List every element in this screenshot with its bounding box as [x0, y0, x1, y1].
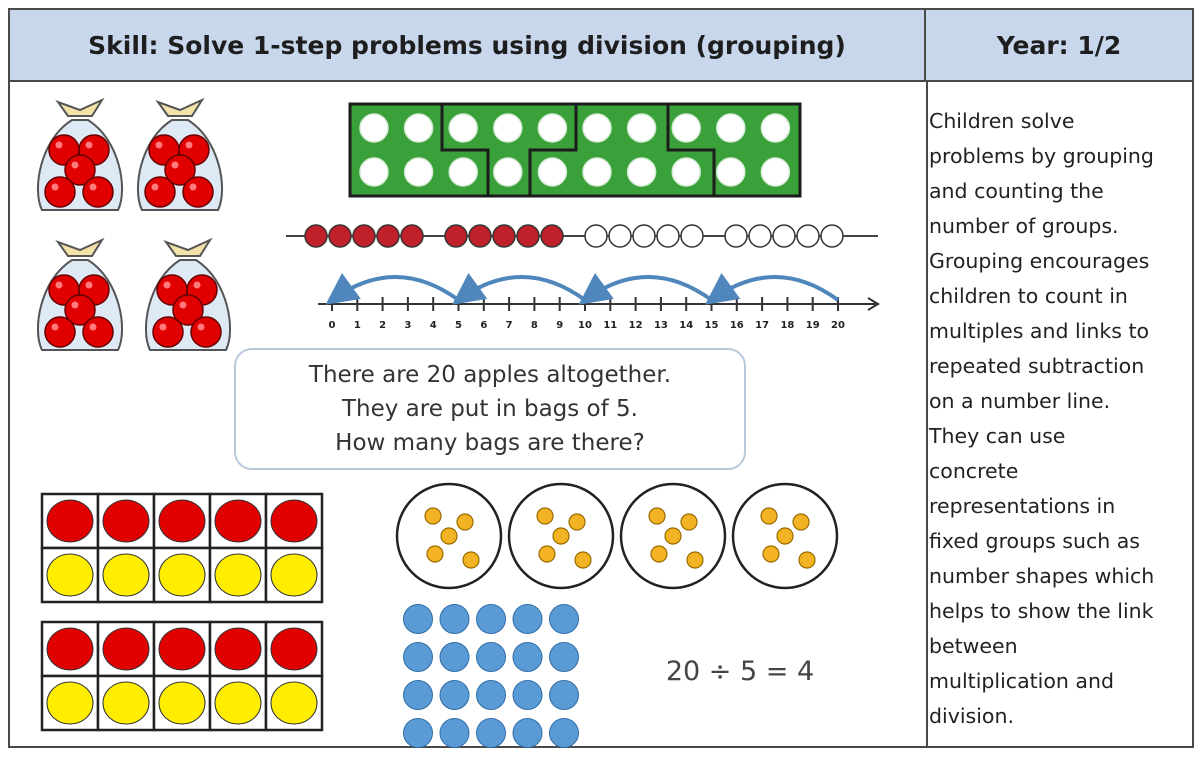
apple-shine	[190, 184, 197, 191]
description-line: division.	[929, 704, 1014, 728]
number-line-label: 6	[480, 320, 488, 331]
orange-dot	[793, 514, 809, 530]
red-counter	[271, 500, 317, 542]
number-line-label: 17	[755, 320, 770, 331]
white-bead	[657, 225, 679, 247]
description-line: They can use	[929, 424, 1066, 448]
description-line: number shapes which	[929, 564, 1155, 588]
yellow-counter	[47, 682, 93, 724]
apple-shine	[90, 324, 97, 331]
number-line-label: 15	[704, 320, 719, 331]
apple-shine	[186, 142, 193, 149]
apple-shine	[72, 162, 79, 169]
description-line: on a number line.	[929, 389, 1111, 413]
orange-dot	[427, 546, 443, 562]
blue-dot	[440, 643, 469, 672]
blue-dot	[440, 605, 469, 634]
number-line	[318, 277, 878, 331]
description-line: fixed groups such as	[929, 529, 1140, 553]
bead-string	[286, 225, 878, 247]
yellow-counter	[103, 682, 149, 724]
apple	[153, 317, 183, 347]
number-shape-dot	[717, 158, 745, 186]
dot-circle	[733, 484, 837, 588]
orange-dot	[649, 508, 665, 524]
yellow-counter	[103, 554, 149, 596]
orange-dot	[425, 508, 441, 524]
dot-circle	[509, 484, 613, 588]
number-line-label: 1	[353, 320, 361, 331]
bag-tie	[166, 240, 210, 256]
division-equation: 20 ÷ 5 = 4	[665, 656, 815, 687]
apple	[191, 317, 221, 347]
number-line-label: 5	[455, 320, 462, 331]
number-shape-dot	[405, 114, 433, 142]
red-bead	[469, 225, 491, 247]
apple	[183, 177, 213, 207]
white-bead	[609, 225, 631, 247]
number-line-label: 7	[505, 320, 513, 331]
red-counter	[103, 628, 149, 670]
apple-bag-icon	[146, 240, 230, 350]
white-bead	[633, 225, 655, 247]
word-problem	[234, 348, 746, 470]
orange-dot	[569, 514, 585, 530]
apple-bag-icon	[38, 240, 122, 350]
yellow-counter	[271, 554, 317, 596]
apple-shine	[86, 282, 93, 289]
blue-dot	[404, 643, 433, 672]
number-line-label: 2	[379, 320, 387, 331]
white-bead	[725, 225, 747, 247]
dot-circle	[621, 484, 725, 588]
apple-shine	[56, 142, 63, 149]
white-bead	[773, 225, 795, 247]
number-line-label: 16	[729, 320, 744, 331]
blue-dot	[404, 681, 433, 710]
orange-dot	[763, 546, 779, 562]
white-bead	[821, 225, 843, 247]
number-line-label: 4	[429, 320, 437, 331]
tens-frames	[42, 494, 322, 730]
apple-shine	[160, 324, 167, 331]
number-shape-dot	[449, 158, 477, 186]
red-bead	[353, 225, 375, 247]
blue-dot	[477, 605, 506, 634]
year-label: Year: 1/2	[926, 10, 1192, 82]
red-bead	[541, 225, 563, 247]
dot-circle	[397, 484, 501, 588]
red-bead	[377, 225, 399, 247]
yellow-counter	[215, 682, 261, 724]
number-shape-dot	[628, 114, 656, 142]
orange-dot	[799, 552, 815, 568]
orange-dot	[441, 528, 457, 544]
apple-bag-icon	[38, 100, 122, 210]
apple-shine	[156, 142, 163, 149]
number-line-label: 3	[404, 320, 412, 331]
description-line: problems by grouping	[929, 144, 1154, 168]
skill-title: Skill: Solve 1-step problems using division (grouping)	[10, 10, 926, 82]
red-bead	[445, 225, 467, 247]
orange-dot	[681, 514, 697, 530]
red-bead	[305, 225, 327, 247]
tens-frame	[42, 622, 322, 730]
description-line: number of groups.	[929, 214, 1119, 238]
blue-dot	[477, 681, 506, 710]
apple-shine	[52, 184, 59, 191]
apple-shine	[180, 302, 187, 309]
blue-dot	[550, 605, 579, 634]
white-bead	[681, 225, 703, 247]
jump-arrow-icon	[332, 277, 459, 300]
number-shape-dot	[761, 114, 789, 142]
number-shape-dot	[717, 114, 745, 142]
description-line: children to count in	[929, 284, 1128, 308]
red-bead	[329, 225, 351, 247]
apple	[45, 177, 75, 207]
description-line: Grouping encourages	[929, 249, 1150, 273]
dot-array	[404, 605, 579, 748]
orange-dot	[777, 528, 793, 544]
description-line: multiplication and	[929, 669, 1114, 693]
description-line: between	[929, 634, 1018, 658]
number-line-label: 20	[831, 320, 845, 331]
number-shape-dot	[672, 158, 700, 186]
white-bead	[749, 225, 771, 247]
number-shape-dot	[583, 158, 611, 186]
orange-dot	[761, 508, 777, 524]
apple-shine	[56, 282, 63, 289]
question-line: There are 20 apples altogether.	[308, 362, 672, 388]
white-bead	[797, 225, 819, 247]
bag-tie	[158, 100, 202, 116]
tens-frame	[42, 494, 322, 602]
description-line: representations in	[929, 494, 1116, 518]
number-shape-dot	[360, 158, 388, 186]
red-counter	[159, 500, 205, 542]
jump-arrow-icon	[459, 277, 586, 300]
number-shape-dot	[761, 158, 789, 186]
number-shape-dot	[494, 114, 522, 142]
question-line: They are put in bags of 5.	[341, 396, 638, 422]
number-line-label: 8	[530, 320, 538, 331]
blue-dot	[404, 605, 433, 634]
yellow-counter	[159, 682, 205, 724]
apple-bags	[38, 100, 230, 350]
number-shape-dot	[360, 114, 388, 142]
number-line-label: 18	[780, 320, 795, 331]
white-bead	[585, 225, 607, 247]
question-line: How many bags are there?	[335, 430, 645, 456]
description-line: and counting the	[929, 179, 1104, 203]
red-counter	[215, 628, 261, 670]
number-shapes	[350, 104, 800, 196]
bag-tie	[58, 240, 102, 256]
red-counter	[47, 628, 93, 670]
apple-shine	[52, 324, 59, 331]
blue-dot	[513, 605, 542, 634]
apple-shine	[152, 184, 159, 191]
description-line: multiples and links to	[929, 319, 1150, 343]
blue-dot	[513, 643, 542, 672]
description-line: Children solve	[929, 109, 1075, 133]
orange-dot	[687, 552, 703, 568]
number-shape-dot	[449, 114, 477, 142]
number-shape-dot	[405, 158, 433, 186]
description-line: helps to show the link	[929, 599, 1154, 623]
apple-bag-icon	[138, 100, 222, 210]
red-counter	[159, 628, 205, 670]
yellow-counter	[215, 554, 261, 596]
red-bead	[517, 225, 539, 247]
number-shape-dot	[672, 114, 700, 142]
number-line-label: 12	[628, 320, 643, 331]
yellow-counter	[47, 554, 93, 596]
apple	[45, 317, 75, 347]
dot-circles	[397, 484, 837, 588]
description-line: repeated subtraction	[929, 354, 1145, 378]
red-bead	[493, 225, 515, 247]
red-bead	[401, 225, 423, 247]
orange-dot	[651, 546, 667, 562]
blue-dot	[513, 719, 542, 748]
yellow-counter	[159, 554, 205, 596]
orange-dot	[575, 552, 591, 568]
number-line-label: 19	[805, 320, 820, 331]
blue-dot	[477, 719, 506, 748]
orange-dot	[457, 514, 473, 530]
orange-dot	[553, 528, 569, 544]
blue-dot	[440, 719, 469, 748]
apple-shine	[90, 184, 97, 191]
bag-tie	[58, 100, 102, 116]
apple-shine	[72, 302, 79, 309]
apple-shine	[164, 282, 171, 289]
apple-shine	[172, 162, 179, 169]
jump-arrow-icon	[712, 277, 839, 300]
blue-dot	[550, 719, 579, 748]
blue-dot	[550, 643, 579, 672]
blue-dot	[477, 643, 506, 672]
number-shape-dot	[628, 158, 656, 186]
number-shape-dot	[494, 158, 522, 186]
number-line-label: 0	[328, 320, 336, 331]
apple-shine	[194, 282, 201, 289]
number-line-label: 9	[556, 320, 564, 331]
blue-dot	[440, 681, 469, 710]
number-line-label: 14	[679, 320, 694, 331]
apple	[83, 317, 113, 347]
apple	[145, 177, 175, 207]
apple	[83, 177, 113, 207]
red-counter	[215, 500, 261, 542]
number-line-label: 11	[603, 320, 618, 331]
red-counter	[47, 500, 93, 542]
number-shape-dot	[583, 114, 611, 142]
number-line-label: 13	[653, 320, 668, 331]
red-counter	[103, 500, 149, 542]
number-shape-dot	[538, 158, 566, 186]
blue-dot	[550, 681, 579, 710]
blue-dot	[404, 719, 433, 748]
number-shape-dot	[538, 114, 566, 142]
orange-dot	[463, 552, 479, 568]
red-counter	[271, 628, 317, 670]
description-line: concrete	[929, 459, 1019, 483]
orange-dot	[537, 508, 553, 524]
apple-shine	[86, 142, 93, 149]
apple-shine	[198, 324, 205, 331]
orange-dot	[539, 546, 555, 562]
yellow-counter	[271, 682, 317, 724]
number-line-label: 10	[578, 320, 592, 331]
jump-arrow-icon	[585, 277, 712, 300]
blue-dot	[513, 681, 542, 710]
orange-dot	[665, 528, 681, 544]
